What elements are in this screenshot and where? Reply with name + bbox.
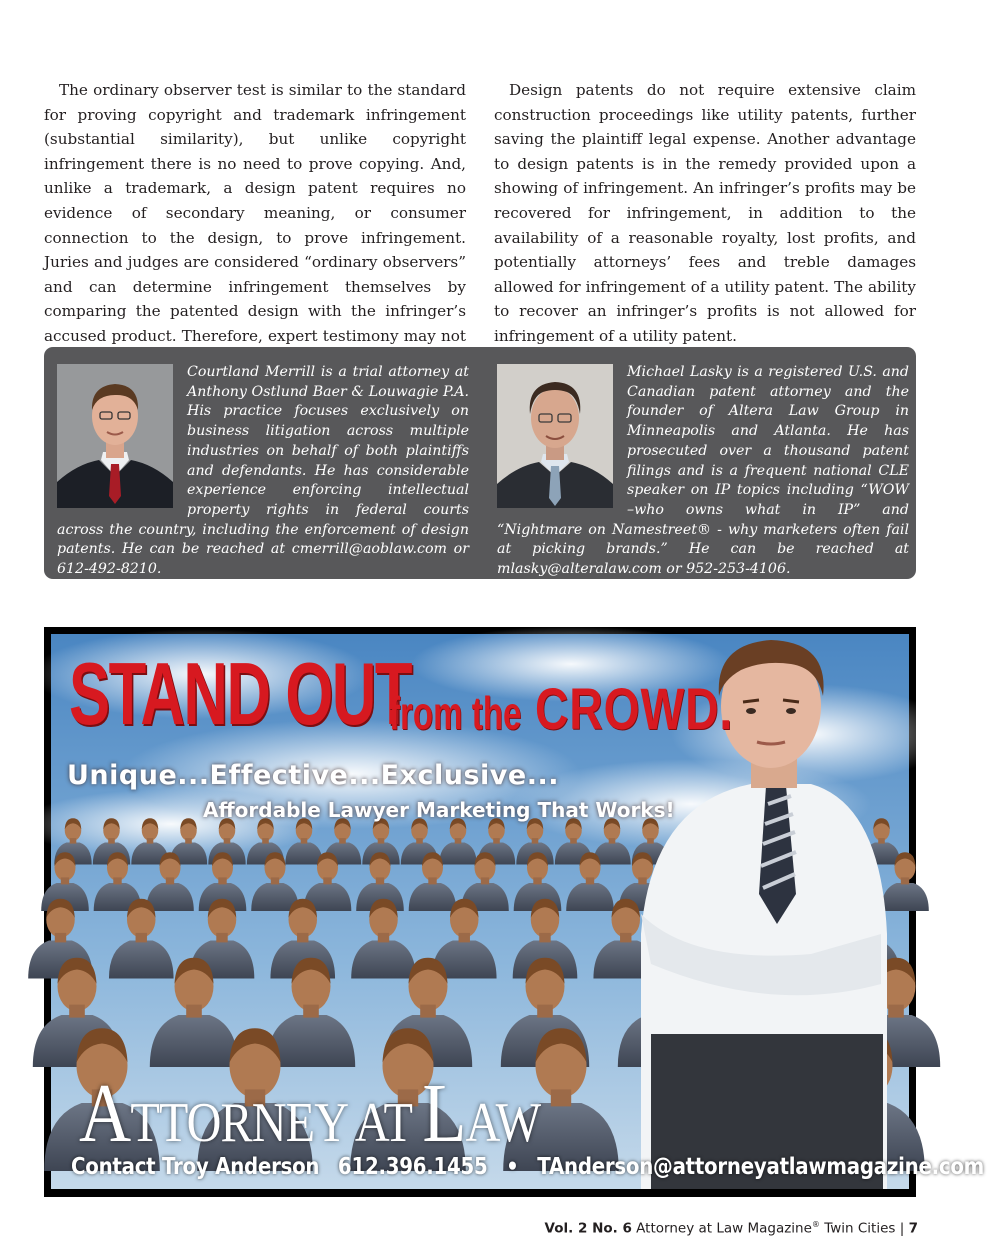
- ad-headline-crowd: CROWD.: [535, 677, 734, 742]
- merrill-bio-text: Courtland Merrill is a trial attorney at Anthony Ostlund Baer & Louwagie P.A. His practice focuses exclusively on business litigation across multiple industries on behalf of both plaintiffs and defendants. He has considerable experience enforcing intellectual property rights in federal courts across the country, including the enforcement of design patents. He can be reached at cmerrill@aoblaw.com or 612-492-8210.: [57, 364, 469, 578]
- brand-letter-a: A: [79, 1067, 131, 1160]
- merrill-photo: [57, 364, 173, 508]
- brand-letter-l: L: [422, 1067, 466, 1160]
- ad-contact-separator: •: [506, 1154, 519, 1180]
- brand-word-ttorney-at: TTORNEY AT: [130, 1092, 412, 1154]
- footer-separator: |: [899, 1220, 905, 1237]
- ad-tagline-unique: Unique...Effective...Exclusive...: [67, 760, 559, 791]
- article-right-paragraph: Design patents do not require extensive claim construction proceedings like utility patents, further saving the plaintiff legal expense. Another advantage to design patents is in the remedy provided upon a showing of infringement. An infringer’s profits may be recovered for infringement, in addition to the availability of a reasonable royalty, lost profits, and potentially attorneys’ fees and treble damages allowed for infringement of a utility patent. The ability to recover an infringer’s profits is not allowed for infringement of a utility patent.: [494, 81, 916, 345]
- author-bio-merrill: [57, 363, 469, 580]
- page-footer: [545, 1220, 918, 1237]
- ad-artwork: [51, 634, 985, 1189]
- ad-headline-from-the: from the: [389, 687, 522, 739]
- page-number: 7: [908, 1220, 918, 1237]
- footer-city: Twin Cities: [824, 1220, 896, 1237]
- ad-contact-line: [71, 1154, 996, 1180]
- article-left-paragraph: The ordinary observer test is similar to the standard for proving copyright and trademark infringement (substantial similarity), but unlike copyright infringement there is no need to prove copying. And, unlike a trademark, a design patent requires no evidence of secondary meaning, or consumer connection to the design, to prove infringement. Juries and judges are considered “ordinary observers” and can determine infringement themselves by comparing the patented design with the infringer’s accused product. Therefore, expert testimony may not: [44, 81, 466, 345]
- advertisement: [44, 627, 985, 1197]
- ad-brand-logo: [79, 1067, 541, 1163]
- ad-tagline-affordable: Affordable Lawyer Marketing That Works!: [203, 798, 675, 822]
- ad-headline-stand-out: STAND OUT: [69, 644, 412, 743]
- ad-contact-email[interactable]: TAnderson@attorneyatlawmagazine.com: [537, 1154, 985, 1180]
- lasky-bio-text: Michael Lasky is a registered U.S. and Canadian patent attorney and the founder of Altera Law Group in Minneapolis and Atlanta. He has prosecuted over a thousand patent filings and is a frequent national CLE speaker on IP topics including “WOW –who owns what in IP” and “Nightmare on Namestreet® - why marketers often fail at picking brands.” He can be reached at mlasky@alteralaw.com or 952-253-4106.: [497, 364, 909, 578]
- author-bio-box: [44, 347, 916, 579]
- lasky-photo: [497, 364, 613, 508]
- ad-contact-name: Contact Troy Anderson: [71, 1154, 320, 1180]
- footer-issue: Vol. 2 No. 6: [544, 1220, 632, 1237]
- footer-publication: Attorney at Law Magazine: [636, 1220, 812, 1237]
- ad-contact-phone[interactable]: 612.396.1455: [337, 1154, 488, 1180]
- author-bio-lasky: [497, 363, 909, 580]
- footer-registered-mark: ®: [811, 1220, 820, 1229]
- brand-word-aw: AW: [465, 1092, 541, 1154]
